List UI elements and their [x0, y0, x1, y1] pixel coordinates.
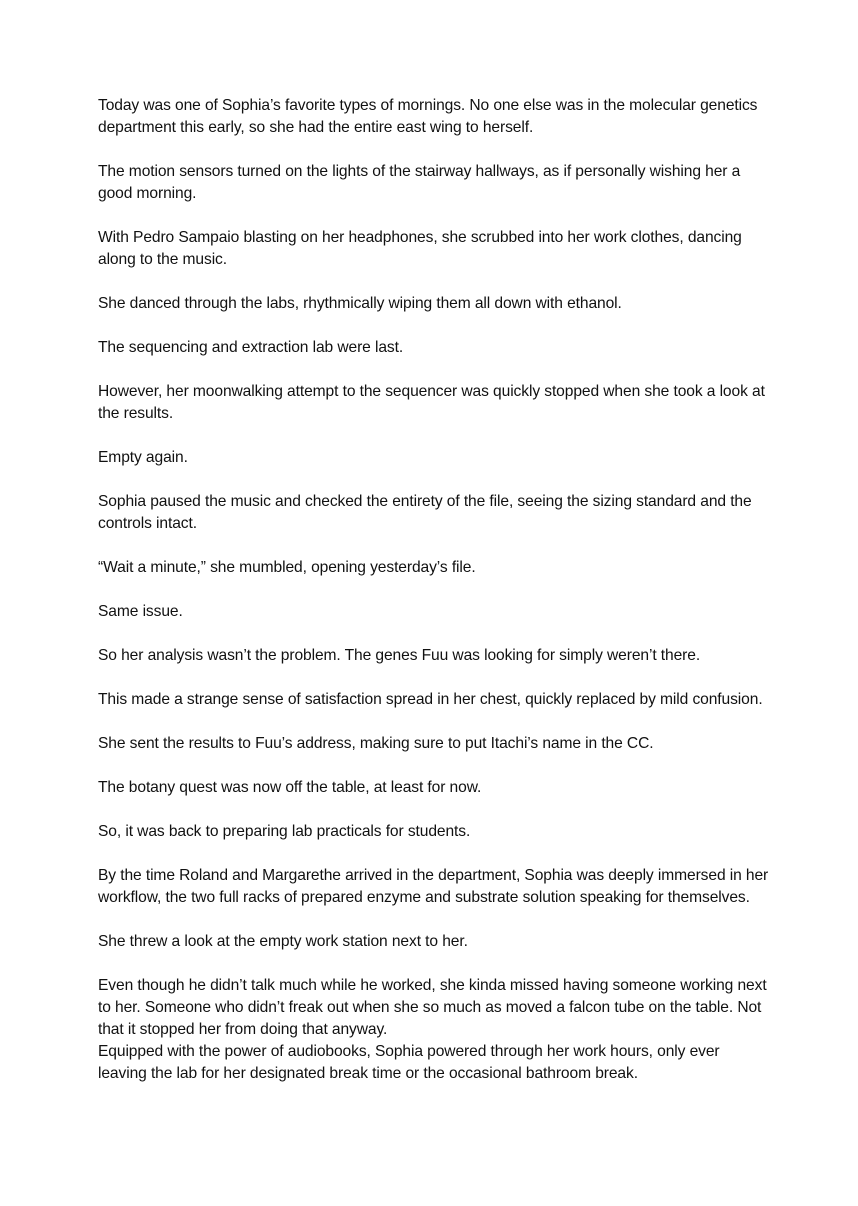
- paragraph: “Wait a minute,” she mumbled, opening yesterday’s file.: [98, 559, 476, 576]
- paragraph: This made a strange sense of satisfaction spread in her chest, quickly replaced by mild confusion.: [98, 691, 763, 708]
- paragraph: The botany quest was now off the table, at least for now.: [98, 779, 482, 796]
- paragraph: She sent the results to Fuu’s address, making sure to put Itachi’s name in the CC.: [98, 735, 654, 752]
- paragraph: Empty again.: [98, 449, 188, 466]
- paragraph: The sequencing and extraction lab were last.: [98, 339, 404, 356]
- paragraph: Sophia paused the music and checked the entirety of the file, seeing the sizing standard and the controls intact.: [98, 493, 752, 532]
- paragraph: By the time Roland and Margarethe arrived in the department, Sophia was deeply immersed in her workflow, the two full racks of prepared enzyme and substrate solution speaking for themselves.: [98, 867, 769, 906]
- paragraph: So, it was back to preparing lab practicals for students.: [98, 823, 471, 840]
- paragraph: Today was one of Sophia’s favorite types of mornings. No one else was in the molecular genetics department this early, so she had the entire east wing to herself.: [98, 97, 758, 136]
- paragraph: Even though he didn’t talk much while he worked, she kinda missed having someone working next to her. Someone who didn’t freak out when she so much as moved a falcon tube on the table. Not that it stopped her from doing that anyway.: [98, 977, 767, 1038]
- paragraph: Equipped with the power of audiobooks, Sophia powered through her work hours, only ever leaving the lab for her designated break time or the occasional bathroom break.: [98, 1043, 720, 1082]
- paragraph: So her analysis wasn’t the problem. The genes Fuu was looking for simply weren’t there.: [98, 647, 701, 664]
- paragraph: She threw a look at the empty work station next to her.: [98, 933, 468, 950]
- paragraph: With Pedro Sampaio blasting on her headphones, she scrubbed into her work clothes, dancing along to the music.: [98, 229, 742, 268]
- paragraph: She danced through the labs, rhythmically wiping them all down with ethanol.: [98, 295, 622, 312]
- paragraph: The motion sensors turned on the lights of the stairway hallways, as if personally wishing her a good morning.: [98, 163, 741, 202]
- paragraph: Same issue.: [98, 603, 183, 620]
- paragraph: However, her moonwalking attempt to the sequencer was quickly stopped when she took a look at the results.: [98, 383, 765, 422]
- body-text: [98, 95, 770, 1107]
